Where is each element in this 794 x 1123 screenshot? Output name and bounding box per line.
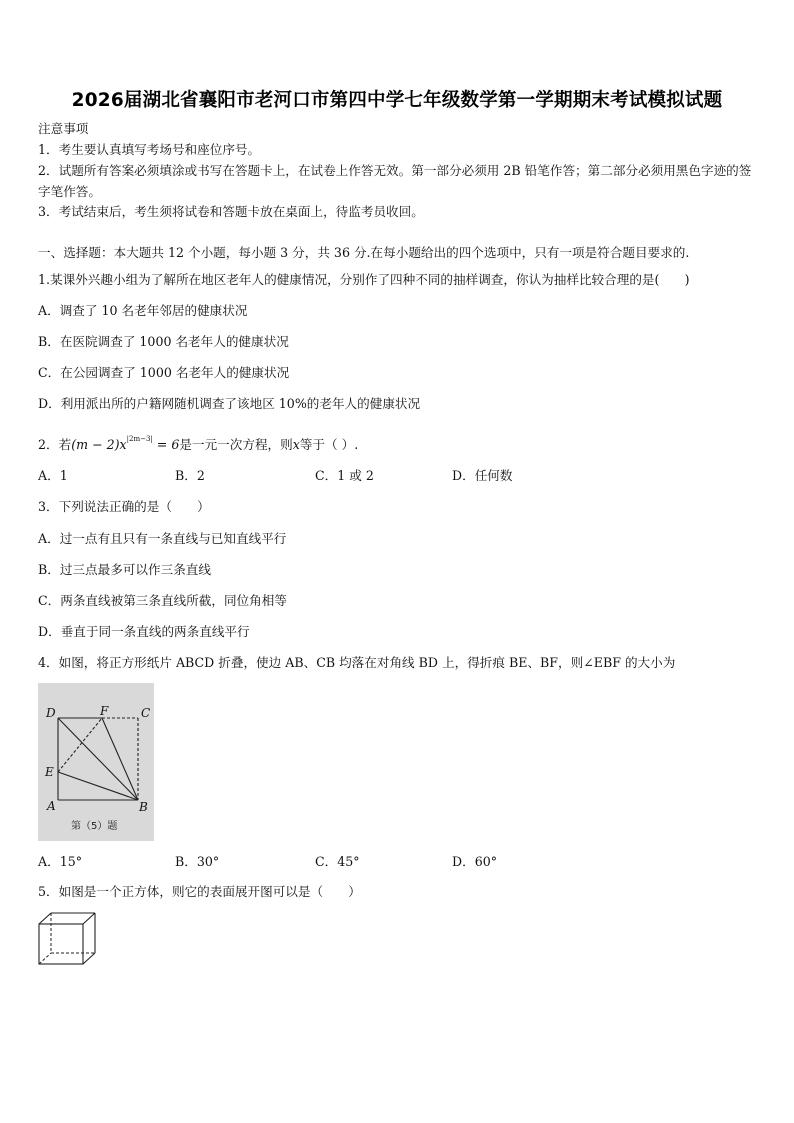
q2-equation-exponent: |2m−3| xyxy=(126,435,153,443)
q2-suffix-2: 等于（ ）. xyxy=(299,437,359,452)
figure-label-d: D xyxy=(46,706,56,720)
q2-suffix: 是一元一次方程，则 xyxy=(179,437,293,452)
figure-label-b: B xyxy=(139,800,148,814)
q4-option-c: C．45° xyxy=(315,854,360,869)
q4-option-b: B．30° xyxy=(175,854,220,869)
q1-option-d: D．利用派出所的户籍网随机调查了该地区 10%的老年人的健康状况 xyxy=(38,396,421,411)
figure-label-a: A xyxy=(47,799,56,813)
q4-option-d: D．60° xyxy=(452,854,498,869)
q1-option-c: C．在公园调查了 1000 名老年人的健康状况 xyxy=(38,365,290,380)
q4-stem: 4．如图，将正方形纸片 ABCD 折叠，使边 AB、CB 均落在对角线 BD 上，得折痕 BE、BF，则∠EBF 的大小为 xyxy=(38,655,676,670)
figure-label-e: E xyxy=(45,765,54,779)
q2-equation-left: (m − 2)x xyxy=(71,437,127,452)
q2-option-c: C．1 或 2 xyxy=(315,468,374,483)
q4-option-a: A．15° xyxy=(38,854,83,869)
q3-option-a: A．过一点有且只有一条直线与已知直线平行 xyxy=(38,531,287,546)
q1-option-b: B．在医院调查了 1000 名老年人的健康状况 xyxy=(38,334,289,349)
figure-label-f: F xyxy=(100,704,109,718)
q3-option-d: D．垂直于同一条直线的两条直线平行 xyxy=(38,624,250,639)
q5-stem: 5．如图是一个正方体，则它的表面展开图可以是（ ） xyxy=(38,884,361,899)
q2-option-a: A．1 xyxy=(38,468,68,483)
notice-heading: 注意事项 xyxy=(38,121,89,136)
q1-stem: 1.某课外兴趣小组为了解所在地区老年人的健康情况，分别作了四种不同的抽样调查，你认为抽样比较合理的是( ) xyxy=(38,272,690,287)
q2-option-d: D．任何数 xyxy=(452,468,513,483)
notice-item-1: 1．考生要认真填写考场号和座位序号。 xyxy=(38,142,261,157)
cube-figure xyxy=(36,911,98,967)
q2-variable: x xyxy=(292,437,300,452)
notice-item-2: 2．试题所有答案必须填涂或书写在答题卡上，在试卷上作答无效。第一部分必须用 2B 铅笔作答；第二部分必须用黑色字迹的签字笔作答。 xyxy=(38,163,752,199)
figure-caption: 第（5）题 xyxy=(71,821,118,832)
q4-figure xyxy=(38,683,154,841)
q3-option-b: B．过三点最多可以作三条直线 xyxy=(38,562,211,577)
notice-item-3: 3．考试结束后，考生须将试卷和答题卡放在桌面上，待监考员收回。 xyxy=(38,204,424,219)
q2-prefix: 2．若 xyxy=(38,437,72,452)
q3-stem: 3．下列说法正确的是（ ） xyxy=(38,499,210,514)
q1-option-a: A．调查了 10 名老年邻居的健康状况 xyxy=(38,303,248,318)
q3-option-c: C．两条直线被第三条直线所截，同位角相等 xyxy=(38,593,287,608)
section-heading: 一、选择题：本大题共 12 个小题，每小题 3 分，共 36 分.在每小题给出的四个选项中，只有一项是符合题目要求的. xyxy=(38,245,690,260)
q2-stem xyxy=(38,429,358,455)
page-title: 2026届湖北省襄阳市老河口市第四中学七年级数学第一学期期末考试模拟试题 xyxy=(71,90,723,111)
q2-equation-right: = 6 xyxy=(152,437,180,452)
q2-option-b: B．2 xyxy=(175,468,205,483)
figure-label-c: C xyxy=(141,706,151,720)
